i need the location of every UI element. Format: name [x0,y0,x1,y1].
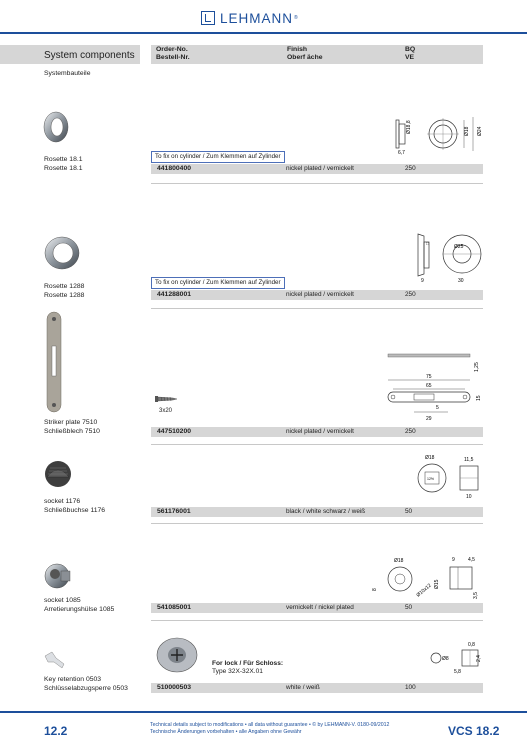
finish-value: nickel plated / vernickelt [286,165,354,172]
page-number: 12.2 [44,724,68,738]
svg-text:9: 9 [421,278,424,284]
rosette-1288-image [42,234,82,272]
lock-title: For lock / Für Schloss: [212,660,284,667]
socket-1176-drawing [412,450,488,502]
row-separator [151,620,483,621]
finish-value: vernickelt / nickel plated [286,604,354,611]
svg-text:29: 29 [426,416,432,422]
product-name: Rosette 18.1 Rosette 18.1 [44,156,83,172]
svg-text:15: 15 [476,395,482,401]
lock-cylinder-image [150,631,204,679]
striker-plate-image [44,310,64,416]
pack-quantity: 50 [405,508,413,515]
socket-1085-image [43,561,73,591]
key-retention-image [42,650,68,672]
svg-text:6,7: 6,7 [398,150,405,156]
svg-text:5,8: 5,8 [454,669,461,675]
pack-quantity: 250 [405,165,416,172]
screw-size-label: 3x20 [159,408,173,414]
header-rule [0,32,527,34]
finish-value: white / weiß [286,684,320,691]
brand-name: LEHMANN [220,10,294,26]
catalog-code: VCS 18.2 [448,724,500,738]
svg-text:Ø25: Ø25 [454,244,464,250]
row-separator [151,183,483,184]
finish-value: nickel plated / vernickelt [286,428,354,435]
svg-text:Ø10x12: Ø10x12 [415,582,433,599]
svg-text:2,4: 2,4 [476,655,482,662]
svg-text:□: □ [426,241,430,247]
socket-1176-image [43,459,73,489]
svg-text:Ø18: Ø18 [464,126,470,136]
row-separator [151,308,483,309]
svg-text:3,5: 3,5 [473,592,479,599]
svg-text:Ø24: Ø24 [477,126,483,136]
section-subtitle: Systembauteile [44,70,91,77]
row-separator [151,444,483,445]
svg-text:Ø8: Ø8 [442,656,449,662]
disclaimer-en: Technical details subject to modifications • all data without guarantee • © by LEHMANN-V. 0180-09/2012 [150,722,390,728]
order-number: 441288001 [157,291,192,298]
pack-quantity: 100 [405,684,416,691]
order-row [151,603,483,613]
product-name: socket 1176 Schließbuchse 1176 [44,498,106,514]
svg-text:30: 30 [458,278,464,284]
svg-text:12%: 12% [427,477,435,481]
lock-type: Type 32X-32X.01 [212,668,263,675]
brand-logo [201,8,298,28]
svg-text:1,25: 1,25 [474,362,480,372]
disclaimer-de: Technische Änderungen vorbehalten • alle Angaben ohne Gewähr [150,729,302,735]
svg-text:Ø15: Ø15 [434,579,440,589]
order-number: 447510200 [157,428,192,435]
svg-text:Ø18: Ø18 [425,455,435,461]
svg-text:0,8: 0,8 [468,642,475,648]
order-number: 541085001 [157,604,192,611]
svg-text:65: 65 [426,383,432,389]
order-row [151,427,483,437]
product-note: To fix on cylinder / Zum Klemmen auf Zylinder [151,151,285,163]
row-separator [151,523,483,524]
svg-text:9: 9 [452,557,455,563]
rosette-1288-drawing [410,230,490,286]
col-bq-header: BQ VE [405,46,416,61]
screw-icon [153,391,179,407]
order-number: 510000503 [157,684,192,691]
section-title: System components [44,50,135,61]
svg-text:75: 75 [426,374,432,380]
svg-text:8: 8 [372,588,378,591]
rosette-18-1-drawing [388,114,488,160]
product-name: socket 1085 Arretierungshülse 1085 [44,597,115,613]
lehmann-logo-icon [201,11,215,25]
order-number: 561176001 [157,508,191,515]
striker-plate-drawing [378,352,488,428]
svg-text:10: 10 [466,494,472,500]
finish-value: black / white schwarz / weiß [286,508,366,515]
product-name: Rosette 1288 Rosette 1288 [44,283,85,299]
order-row [151,290,483,300]
pack-quantity: 250 [405,428,416,435]
order-row [151,507,483,517]
pack-quantity: 50 [405,604,413,611]
order-row [151,164,483,174]
col-order-header: Order-No. Bestell-Nr. [156,46,190,61]
product-name: Key retention 0503 Schlüsselabzugsperre 0503 [44,676,128,692]
svg-text:4,5: 4,5 [468,557,475,563]
svg-text:5: 5 [436,405,439,411]
order-number: 441800400 [157,165,192,172]
key-retention-drawing [420,638,492,680]
rosette-18-1-image [42,109,70,145]
footer-rule [0,711,527,713]
col-finish-header: Finish Oberf äche [287,46,323,61]
product-note: To fix on cylinder / Zum Klemmen auf Zylinder [151,277,285,289]
pack-quantity: 250 [405,291,416,298]
finish-value: nickel plated / vernickelt [286,291,354,298]
socket-1085-drawing [370,551,490,607]
svg-text:Ø18: Ø18 [394,558,404,564]
svg-text:Ø18,8: Ø18,8 [406,120,412,134]
product-name: Striker plate 7510 Schließblech 7510 [44,419,100,435]
svg-text:11,5: 11,5 [464,457,474,463]
registered-mark: ® [294,15,298,21]
order-row [151,683,483,693]
